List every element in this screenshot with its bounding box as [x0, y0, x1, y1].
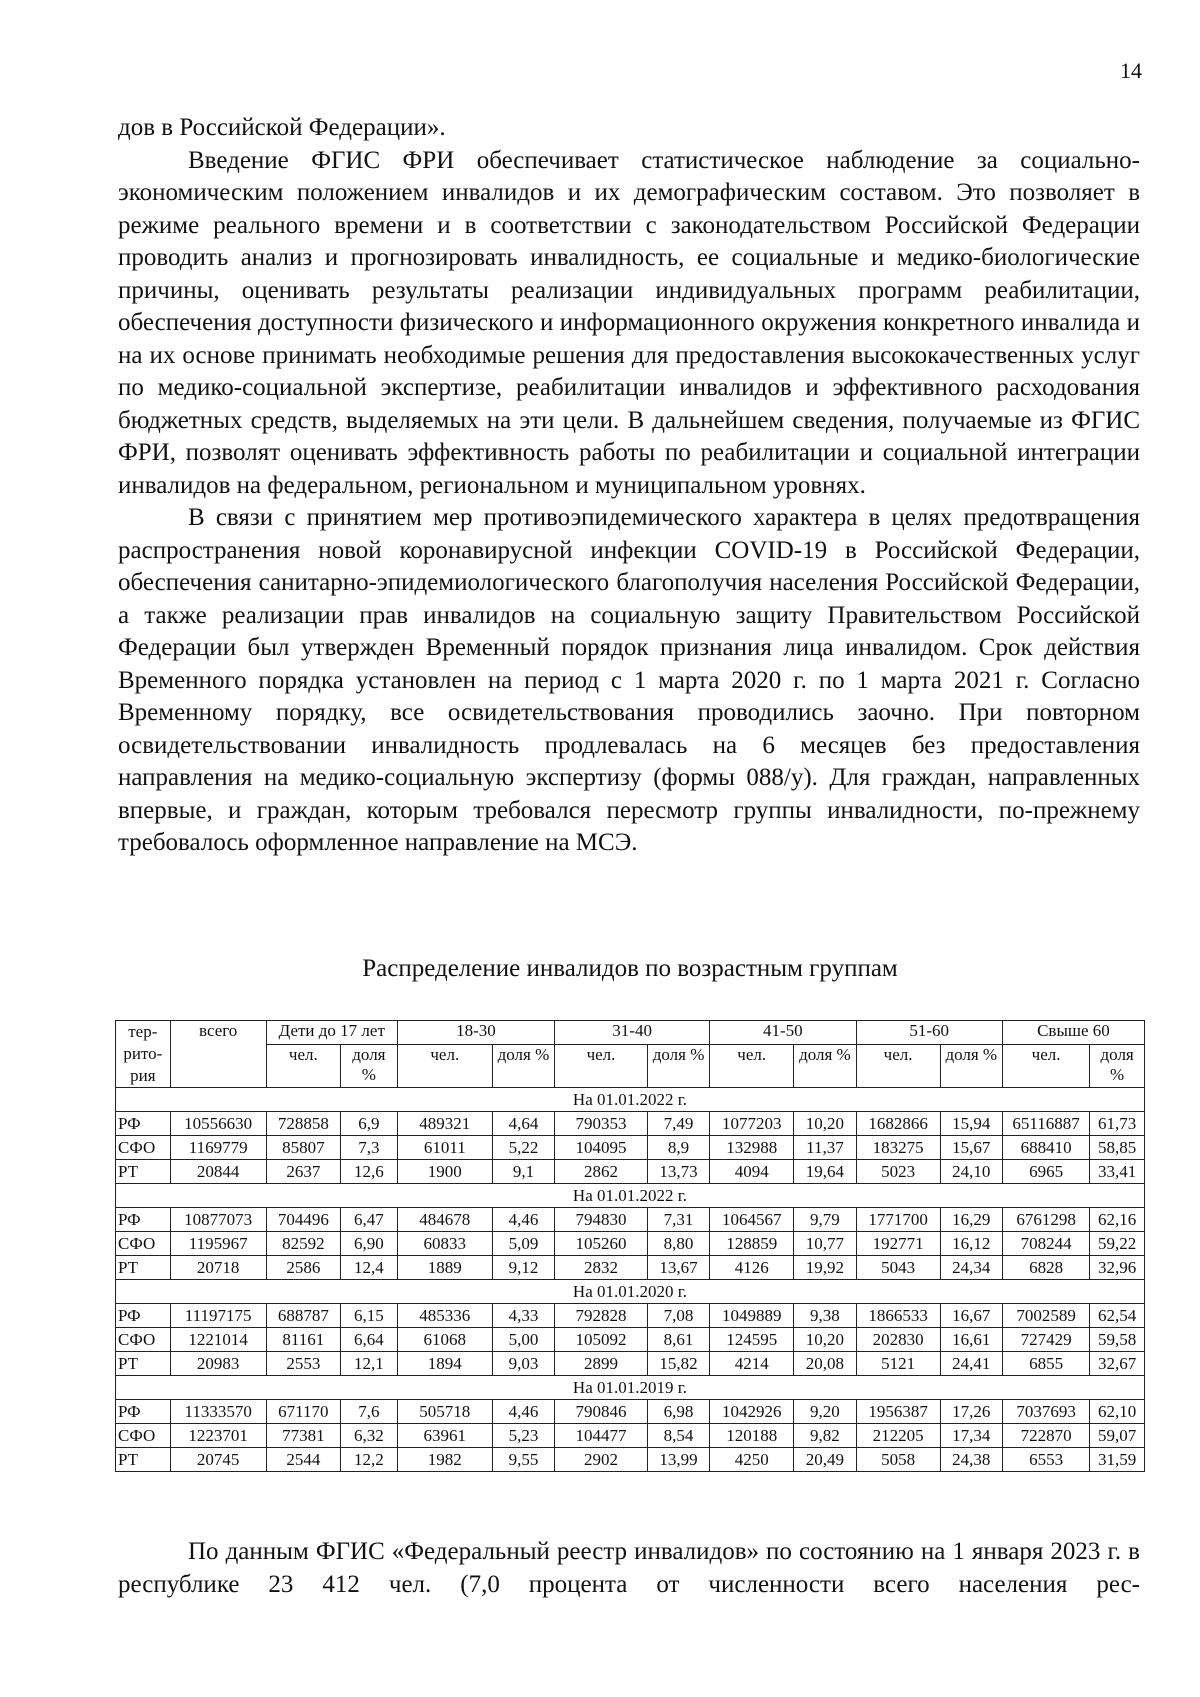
value-cell: 1195967: [170, 1232, 266, 1256]
value-cell: 9,1: [492, 1160, 554, 1184]
value-cell: 704496: [266, 1208, 340, 1232]
table-row: [116, 1232, 1145, 1256]
value-cell: 9,79: [794, 1208, 856, 1232]
value-cell: 15,82: [647, 1352, 709, 1376]
value-cell: 10,20: [794, 1328, 856, 1352]
table-row: [116, 1112, 1145, 1136]
value-cell: 790353: [555, 1112, 648, 1136]
value-cell: 1042926: [710, 1400, 794, 1424]
value-cell: 11333570: [170, 1400, 266, 1424]
value-cell: 708244: [1002, 1232, 1089, 1256]
value-cell: 2832: [555, 1256, 648, 1280]
value-cell: 120188: [710, 1424, 794, 1448]
value-cell: 6,98: [647, 1400, 709, 1424]
value-cell: 31,59: [1090, 1448, 1145, 1472]
table-row: [116, 1304, 1145, 1328]
header-age-group: 18-30: [397, 1021, 554, 1045]
value-cell: 19,64: [794, 1160, 856, 1184]
value-cell: 485336: [397, 1304, 492, 1328]
value-cell: 7,31: [647, 1208, 709, 1232]
territory-cell: РТ: [116, 1352, 171, 1376]
header-count: чел.: [1002, 1045, 1089, 1088]
header-share: доля %: [794, 1045, 856, 1088]
value-cell: 5121: [856, 1352, 940, 1376]
value-cell: 484678: [397, 1208, 492, 1232]
value-cell: 8,9: [647, 1136, 709, 1160]
value-cell: 9,20: [794, 1400, 856, 1424]
value-cell: 1982: [397, 1448, 492, 1472]
value-cell: 727429: [1002, 1328, 1089, 1352]
value-cell: 16,61: [940, 1328, 1002, 1352]
header-age-group: Дети до 17 лет: [266, 1021, 397, 1045]
value-cell: 58,85: [1090, 1136, 1145, 1160]
table-row: [116, 1208, 1145, 1232]
value-cell: 6761298: [1002, 1208, 1089, 1232]
value-cell: 61068: [397, 1328, 492, 1352]
value-cell: 11197175: [170, 1304, 266, 1328]
value-cell: 6,64: [340, 1328, 397, 1352]
table-caption: Распределение инвалидов по возрастным группам: [362, 955, 898, 982]
value-cell: 9,82: [794, 1424, 856, 1448]
value-cell: 7,08: [647, 1304, 709, 1328]
header-count: чел.: [397, 1045, 492, 1088]
table-row: [116, 1424, 1145, 1448]
value-cell: 81161: [266, 1328, 340, 1352]
value-cell: 6,47: [340, 1208, 397, 1232]
header-total: всего: [170, 1021, 266, 1088]
table-row: [116, 1352, 1145, 1376]
value-cell: 105260: [555, 1232, 648, 1256]
header-share: доля %: [647, 1045, 709, 1088]
value-cell: 1169779: [170, 1136, 266, 1160]
value-cell: 15,94: [940, 1112, 1002, 1136]
value-cell: 20745: [170, 1448, 266, 1472]
value-cell: 132988: [710, 1136, 794, 1160]
value-cell: 17,34: [940, 1424, 1002, 1448]
value-cell: 124595: [710, 1328, 794, 1352]
value-cell: 24,10: [940, 1160, 1002, 1184]
value-cell: 5043: [856, 1256, 940, 1280]
value-cell: 8,54: [647, 1424, 709, 1448]
territory-cell: РТ: [116, 1160, 171, 1184]
value-cell: 10556630: [170, 1112, 266, 1136]
value-cell: 8,80: [647, 1232, 709, 1256]
value-cell: 20,08: [794, 1352, 856, 1376]
value-cell: 20,49: [794, 1448, 856, 1472]
value-cell: 183275: [856, 1136, 940, 1160]
territory-cell: РТ: [116, 1448, 171, 1472]
value-cell: 5023: [856, 1160, 940, 1184]
value-cell: 4250: [710, 1448, 794, 1472]
value-cell: 59,07: [1090, 1424, 1145, 1448]
value-cell: 10,20: [794, 1112, 856, 1136]
bottom-paragraph: [118, 1536, 1140, 1601]
value-cell: 671170: [266, 1400, 340, 1424]
value-cell: 13,99: [647, 1448, 709, 1472]
value-cell: 722870: [1002, 1424, 1089, 1448]
paragraph: дов в Российской Федерации».: [118, 114, 446, 141]
territory-cell: СФО: [116, 1136, 171, 1160]
value-cell: 60833: [397, 1232, 492, 1256]
value-cell: 59,22: [1090, 1232, 1145, 1256]
value-cell: 4126: [710, 1256, 794, 1280]
value-cell: 10877073: [170, 1208, 266, 1232]
value-cell: 4,33: [492, 1304, 554, 1328]
value-cell: 2586: [266, 1256, 340, 1280]
value-cell: 32,67: [1090, 1352, 1145, 1376]
value-cell: 62,16: [1090, 1208, 1145, 1232]
value-cell: 6553: [1002, 1448, 1089, 1472]
territory-cell: РФ: [116, 1208, 171, 1232]
value-cell: 1077203: [710, 1112, 794, 1136]
header-age-group: Свыше 60: [1002, 1021, 1144, 1045]
value-cell: 12,2: [340, 1448, 397, 1472]
value-cell: 5,22: [492, 1136, 554, 1160]
value-cell: 12,4: [340, 1256, 397, 1280]
value-cell: 5,09: [492, 1232, 554, 1256]
value-cell: 33,41: [1090, 1160, 1145, 1184]
header-count: чел.: [856, 1045, 940, 1088]
value-cell: 128859: [710, 1232, 794, 1256]
section-date-row: [116, 1376, 1145, 1400]
value-cell: 1771700: [856, 1208, 940, 1232]
header-share: доля %: [940, 1045, 1002, 1088]
paragraph: В связи с принятием мер противоэпидемического характера в целях предотвращения распространения новой коронавирусной инфекции COVID-19 в Российской Федерации, обеспечения санитарно-эпидемиологического благополучия населения Российской Федерации, а также реализации прав инвалидов на социальную защиту Правительством Российской Федерации был утвержден Временный порядок признания лица инвалидом. Срок действия Временного порядка установлен на период с 1 марта 2020 г. по 1 марта 2021 г. Согласно Временному порядку, все освидетельствования проводились заочно. При повторном освидетельствовании инвалидность продлевалась на 6 месяцев без предоставления направления на медико-социальную экспертизу (формы 088/у). Для граждан, направленных впервые, и граждан, которым требовался пересмотр группы инвалидности, по-прежнему требовалось оформленное направление на МСЭ.: [118, 504, 1140, 856]
value-cell: 6828: [1002, 1256, 1089, 1280]
value-cell: 489321: [397, 1112, 492, 1136]
paragraph: По данным ФГИС «Федеральный реестр инвалидов» по состоянию на 1 января 2023 г. в республике 23 412 чел. (7,0 процента от численности всего населения рес-: [118, 1538, 1140, 1598]
value-cell: 9,55: [492, 1448, 554, 1472]
territory-cell: СФО: [116, 1232, 171, 1256]
value-cell: 2902: [555, 1448, 648, 1472]
territory-cell: СФО: [116, 1328, 171, 1352]
value-cell: 13,67: [647, 1256, 709, 1280]
value-cell: 62,54: [1090, 1304, 1145, 1328]
value-cell: 7037693: [1002, 1400, 1089, 1424]
value-cell: 4214: [710, 1352, 794, 1376]
header-count: чел.: [555, 1045, 648, 1088]
value-cell: 105092: [555, 1328, 648, 1352]
value-cell: 16,67: [940, 1304, 1002, 1328]
value-cell: 20844: [170, 1160, 266, 1184]
value-cell: 32,96: [1090, 1256, 1145, 1280]
value-cell: 192771: [856, 1232, 940, 1256]
value-cell: 1866533: [856, 1304, 940, 1328]
header-age-group: 51-60: [856, 1021, 1002, 1045]
territory-cell: РТ: [116, 1256, 171, 1280]
value-cell: 7,49: [647, 1112, 709, 1136]
value-cell: 1223701: [170, 1424, 266, 1448]
header-share: доля %: [340, 1045, 397, 1088]
value-cell: 19,92: [794, 1256, 856, 1280]
territory-cell: СФО: [116, 1424, 171, 1448]
value-cell: 2637: [266, 1160, 340, 1184]
value-cell: 2899: [555, 1352, 648, 1376]
value-cell: 1682866: [856, 1112, 940, 1136]
value-cell: 728858: [266, 1112, 340, 1136]
value-cell: 62,10: [1090, 1400, 1145, 1424]
table-row: [116, 1256, 1145, 1280]
value-cell: 1064567: [710, 1208, 794, 1232]
value-cell: 11,37: [794, 1136, 856, 1160]
value-cell: 1894: [397, 1352, 492, 1376]
header-age-group: 31-40: [555, 1021, 710, 1045]
value-cell: 4,46: [492, 1400, 554, 1424]
section-date: На 01.01.2022 г.: [116, 1088, 1145, 1112]
section-date: На 01.01.2019 г.: [116, 1376, 1145, 1400]
value-cell: 7002589: [1002, 1304, 1089, 1328]
table-row: [116, 1160, 1145, 1184]
value-cell: 1221014: [170, 1328, 266, 1352]
value-cell: 104477: [555, 1424, 648, 1448]
value-cell: 5,23: [492, 1424, 554, 1448]
value-cell: 4,64: [492, 1112, 554, 1136]
value-cell: 6,90: [340, 1232, 397, 1256]
value-cell: 505718: [397, 1400, 492, 1424]
value-cell: 65116887: [1002, 1112, 1089, 1136]
section-date: На 01.01.2022 г.: [116, 1184, 1145, 1208]
value-cell: 61011: [397, 1136, 492, 1160]
value-cell: 6965: [1002, 1160, 1089, 1184]
page-number: 14: [1120, 58, 1142, 83]
table-row: [116, 1328, 1145, 1352]
value-cell: 77381: [266, 1424, 340, 1448]
section-date: На 01.01.2020 г.: [116, 1280, 1145, 1304]
territory-cell: РФ: [116, 1400, 171, 1424]
value-cell: 61,73: [1090, 1112, 1145, 1136]
value-cell: 24,41: [940, 1352, 1002, 1376]
header-count: чел.: [266, 1045, 340, 1088]
value-cell: 792828: [555, 1304, 648, 1328]
body-text: [118, 112, 1140, 860]
value-cell: 2862: [555, 1160, 648, 1184]
territory-cell: РФ: [116, 1112, 171, 1136]
table-row: [116, 1136, 1145, 1160]
value-cell: 6,32: [340, 1424, 397, 1448]
value-cell: 7,3: [340, 1136, 397, 1160]
value-cell: 15,67: [940, 1136, 1002, 1160]
value-cell: 2544: [266, 1448, 340, 1472]
header-count: чел.: [710, 1045, 794, 1088]
value-cell: 7,6: [340, 1400, 397, 1424]
value-cell: 104095: [555, 1136, 648, 1160]
value-cell: 6,9: [340, 1112, 397, 1136]
value-cell: 1956387: [856, 1400, 940, 1424]
value-cell: 20718: [170, 1256, 266, 1280]
header-territory: тер-рито-рия: [116, 1021, 171, 1088]
paragraph: Введение ФГИС ФРИ обеспечивает статистическое наблюдение за социально-экономическим положением инвалидов и их демографическим составом. Это позволяет в режиме реального времени и в соответствии с законодательством Российской Федерации проводить анализ и прогнозировать инвалидность, ее социальные и медико-биологические причины, оценивать результаты реализации индивидуальных программ реабилитации, обеспечения доступности физического и информационного окружения конкретного инвалида и на их основе принимать необходимые решения для предоставления высококачественных услуг по медико-социальной экспертизе, реабилитации инвалидов и эффективного расходования бюджетных средств, выделяемых на эти цели. В дальнейшем сведения, получаемые из ФГИС ФРИ, позволят оценивать эффективность работы по реабилитации и социальной интеграции инвалидов на федеральном, региональном и муниципальном уровнях.: [118, 146, 1140, 499]
table-row: [116, 1448, 1145, 1472]
table-row: [116, 1400, 1145, 1424]
header-share: доля %: [1090, 1045, 1145, 1088]
value-cell: 688787: [266, 1304, 340, 1328]
value-cell: 12,6: [340, 1160, 397, 1184]
value-cell: 1889: [397, 1256, 492, 1280]
value-cell: 10,77: [794, 1232, 856, 1256]
value-cell: 1049889: [710, 1304, 794, 1328]
value-cell: 16,12: [940, 1232, 1002, 1256]
value-cell: 5058: [856, 1448, 940, 1472]
value-cell: 212205: [856, 1424, 940, 1448]
value-cell: 82592: [266, 1232, 340, 1256]
value-cell: 4,46: [492, 1208, 554, 1232]
value-cell: 12,1: [340, 1352, 397, 1376]
value-cell: 5,00: [492, 1328, 554, 1352]
value-cell: 85807: [266, 1136, 340, 1160]
value-cell: 59,58: [1090, 1328, 1145, 1352]
value-cell: 1900: [397, 1160, 492, 1184]
value-cell: 9,12: [492, 1256, 554, 1280]
header-share: доля %: [492, 1045, 554, 1088]
value-cell: 20983: [170, 1352, 266, 1376]
value-cell: 24,34: [940, 1256, 1002, 1280]
value-cell: 790846: [555, 1400, 648, 1424]
value-cell: 2553: [266, 1352, 340, 1376]
value-cell: 9,38: [794, 1304, 856, 1328]
value-cell: 13,73: [647, 1160, 709, 1184]
age-distribution-table: [115, 1020, 1145, 1472]
header-age-group: 41-50: [710, 1021, 856, 1045]
value-cell: 16,29: [940, 1208, 1002, 1232]
value-cell: 63961: [397, 1424, 492, 1448]
value-cell: 24,38: [940, 1448, 1002, 1472]
value-cell: 4094: [710, 1160, 794, 1184]
value-cell: 202830: [856, 1328, 940, 1352]
value-cell: 6855: [1002, 1352, 1089, 1376]
value-cell: 688410: [1002, 1136, 1089, 1160]
value-cell: 9,03: [492, 1352, 554, 1376]
value-cell: 17,26: [940, 1400, 1002, 1424]
value-cell: 6,15: [340, 1304, 397, 1328]
territory-cell: РФ: [116, 1304, 171, 1328]
section-date-row: [116, 1184, 1145, 1208]
section-date-row: [116, 1088, 1145, 1112]
value-cell: 8,61: [647, 1328, 709, 1352]
section-date-row: [116, 1280, 1145, 1304]
value-cell: 794830: [555, 1208, 648, 1232]
